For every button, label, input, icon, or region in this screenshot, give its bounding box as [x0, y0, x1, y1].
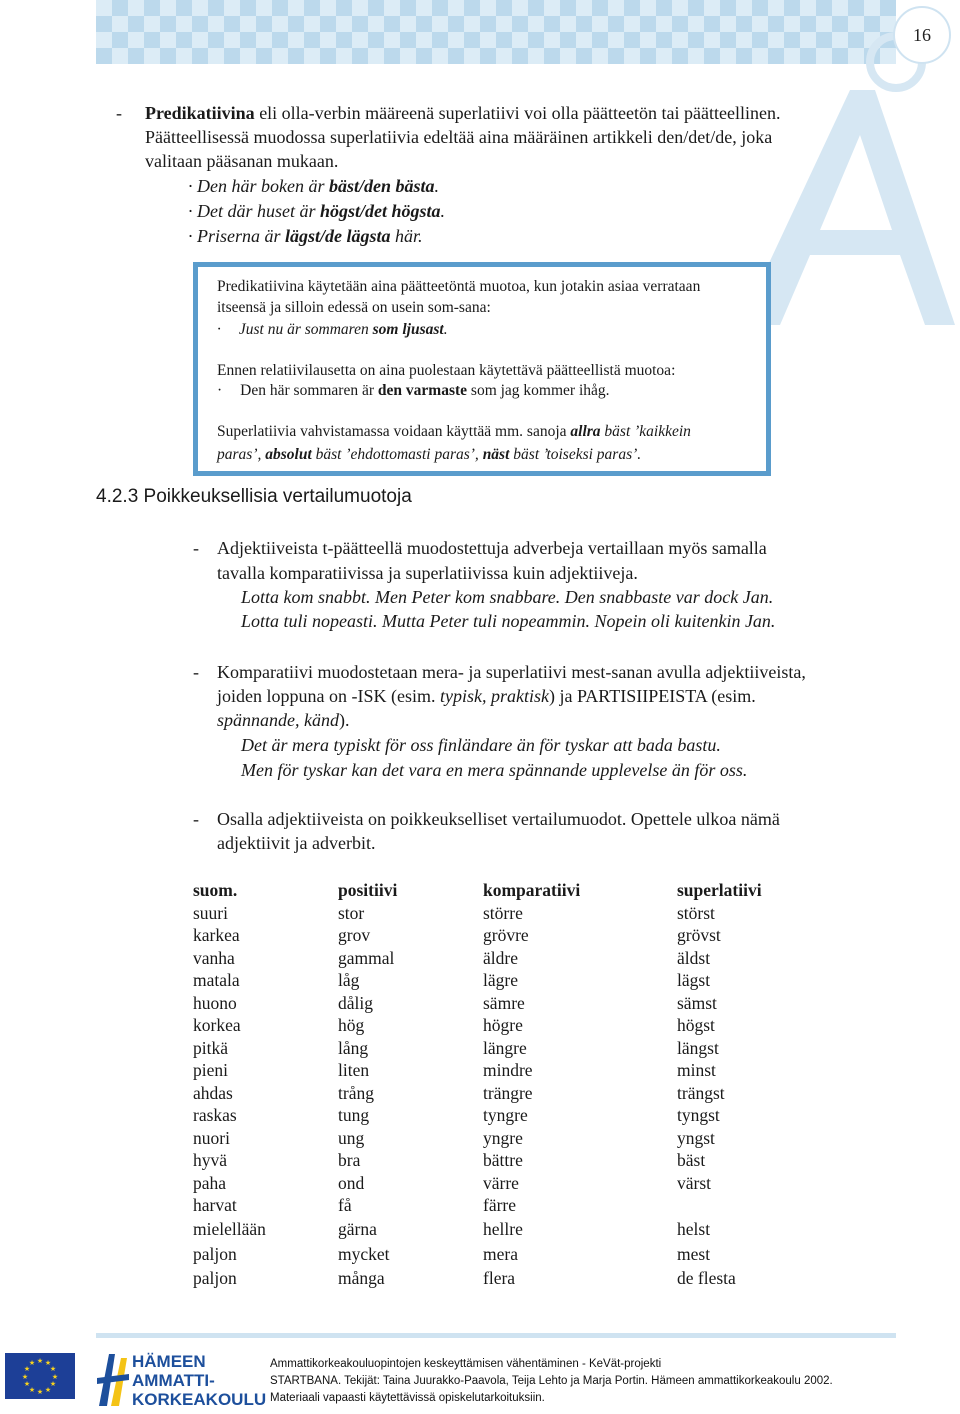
table-cell: mycket: [338, 1244, 390, 1264]
header-cell: superlatiivi: [677, 880, 762, 900]
table-cell: hyvä: [193, 1150, 228, 1170]
text: bäst ’ehdottomasti paras’,: [311, 446, 483, 463]
table-cell: få: [338, 1195, 352, 1215]
table-cell: trängre: [483, 1083, 533, 1103]
text: Superlatiivia vahvistamassa voidaan käyttää mm. sanoja: [217, 423, 571, 440]
table-cell: grov: [338, 925, 371, 945]
box-line: Predikatiivina käytetään aina päätteetöntä muotoa, kun jotakin asiaa verrataan: [217, 278, 701, 295]
table-cell: sämre: [483, 993, 525, 1013]
table-cell: störst: [677, 903, 715, 923]
paragraph-line: Komparatiivi muodostetaan mera- ja superlatiivi mest-sanan avulla adjektiiveista,: [217, 662, 806, 682]
table-cell: längre: [483, 1038, 527, 1058]
table-cell: yngst: [677, 1128, 715, 1148]
box-line: itseensä ja silloin edessä on usein som-sana:: [217, 299, 491, 316]
box-line: [217, 445, 641, 465]
text: som jag kommer ihåg.: [467, 382, 610, 399]
bullet-dash: -: [193, 538, 199, 558]
section-heading: 4.2.3 Poikkeuksellisia vertailumuotoja: [96, 486, 412, 507]
term-predikatiivina: Predikatiivina: [145, 103, 255, 123]
svg-text:★: ★: [23, 1365, 31, 1373]
footer-line: Materiaali vapaasti käytettävissä opiskelutarkoituksiin.: [270, 1392, 545, 1404]
table-cell: minst: [677, 1060, 716, 1080]
table-cell: liten: [338, 1060, 370, 1080]
paragraph-line: Osalla adjektiiveista on poikkeukselliset vertailumuodot. Opettele ulkoa nämä: [217, 809, 780, 829]
example-line: Lotta kom snabbt. Men Peter kom snabbare. Den snabbaste var dock Jan.: [241, 587, 774, 607]
table-cell: äldst: [677, 948, 711, 968]
svg-text:★: ★: [44, 1359, 52, 1367]
svg-text:★: ★: [49, 1365, 57, 1373]
header-cell: suom.: [193, 880, 238, 900]
bullet: ·: [217, 382, 223, 399]
text: Just nu är sommaren: [238, 321, 373, 338]
box-line: [217, 320, 448, 340]
table-cell: helst: [677, 1219, 711, 1239]
table-cell: sämst: [677, 993, 717, 1013]
table-cell: äldre: [483, 948, 518, 968]
table-cell: bättre: [483, 1150, 523, 1170]
hamk-logo-mark-icon: [95, 1348, 131, 1408]
svg-text:★: ★: [28, 1386, 36, 1394]
table-cell: ahdas: [193, 1083, 233, 1103]
eu-flag-icon: [5, 1353, 75, 1399]
text-bold: näst: [482, 446, 510, 463]
table-cell: bra: [338, 1150, 361, 1170]
bullet: ·: [217, 321, 221, 338]
svg-text:★: ★: [51, 1373, 59, 1381]
table-cell: högst: [677, 1015, 715, 1035]
table-cell: paljon: [193, 1244, 237, 1264]
table-cell: hög: [338, 1015, 365, 1035]
page-number: 16: [893, 6, 951, 64]
text: bäst ’kaikkein: [600, 423, 691, 440]
box-line: [217, 422, 691, 442]
footer-line: STARTBANA. Tekijät: Taina Juurakko-Paavola, Teija Lehto ja Marja Portin. Hämeen ammattikorkeakoulu 2002.: [270, 1375, 833, 1387]
text-bold: som ljusast: [372, 321, 444, 338]
table-cell: tyngre: [483, 1105, 528, 1125]
table-cell: pieni: [193, 1060, 228, 1080]
table-cell: tung: [338, 1105, 370, 1125]
table-cell: bäst: [677, 1150, 706, 1170]
table-cell: lägre: [483, 970, 518, 990]
text-bold: allra: [570, 423, 601, 440]
text-bold: den varmaste: [377, 382, 468, 399]
table-cell: längst: [677, 1038, 719, 1058]
table-cell: korkea: [193, 1015, 241, 1035]
footer-divider: [96, 1333, 896, 1338]
logo-text: KORKEAKOULU: [132, 1390, 267, 1409]
table-cell: gammal: [338, 948, 395, 968]
table-cell: raskas: [193, 1105, 237, 1125]
text: här.: [390, 226, 423, 246]
table-cell: harvat: [193, 1195, 237, 1215]
text: Den här sommaren är: [240, 382, 378, 399]
text: · Den här boken är: [188, 176, 329, 196]
paragraph-line: [217, 684, 756, 708]
table-cell: yngre: [483, 1128, 523, 1148]
text: joiden loppuna on -ISK (esim.: [217, 686, 440, 706]
table-cell: högre: [483, 1015, 523, 1035]
table-cell: hellre: [483, 1219, 523, 1239]
logo-text: HÄMEEN: [132, 1352, 206, 1371]
svg-text:★: ★: [44, 1386, 52, 1394]
table-cell: mindre: [483, 1060, 533, 1080]
bullet-dash: -: [193, 662, 199, 682]
table-cell: karkea: [193, 925, 240, 945]
text: .: [440, 201, 446, 221]
table-cell: trång: [338, 1083, 374, 1103]
svg-text:★: ★: [49, 1380, 57, 1388]
info-box: [193, 262, 771, 476]
text: · Priserna är: [188, 226, 286, 246]
table-cell: huono: [193, 993, 237, 1013]
table-cell: lägst: [677, 970, 711, 990]
table-cell: stor: [338, 903, 365, 923]
text: ).: [338, 710, 350, 730]
paragraph-line: Päätteellisessä muodossa superlatiivia edeltää aina määräinen artikkeli den/det/de, joka: [145, 127, 773, 147]
paragraph-line: [217, 708, 349, 732]
table-cell: låg: [338, 970, 360, 990]
example-line: Lotta tuli nopeasti. Mutta Peter tuli nopeammin. Nopein oli kuitenkin Jan.: [241, 611, 776, 631]
svg-text:★: ★: [23, 1380, 31, 1388]
text: eli olla-verbin määreenä superlatiivi voi olla päätteetön tai päätteellinen.: [254, 103, 781, 123]
text: paras’,: [217, 446, 266, 463]
text-bold: absolut: [265, 446, 312, 463]
table-cell: grövst: [677, 925, 721, 945]
table-cell: grövre: [483, 925, 529, 945]
table-cell: trängst: [677, 1083, 725, 1103]
svg-text:★: ★: [36, 1388, 44, 1396]
paragraph-line: tavalla komparatiivissa ja superlatiivissa kuin adjektiiveja.: [217, 563, 638, 583]
table-cell: flera: [483, 1268, 516, 1288]
table-cell: suuri: [193, 903, 228, 923]
example-line: [188, 224, 423, 248]
table-cell: värre: [483, 1173, 519, 1193]
eu-stars-icon: [5, 1353, 75, 1399]
text-bold: bäst/den bästa: [328, 176, 435, 196]
text: · Det där huset är: [188, 201, 320, 221]
table-cell: mera: [483, 1244, 518, 1264]
table-cell: ung: [338, 1128, 365, 1148]
example-line: Det är mera typiskt för oss finländare än för tyskar att bada bastu.: [241, 735, 721, 755]
table-cell: värst: [677, 1173, 712, 1193]
box-line: Ennen relatiivilausetta on aina puolestaan käytettävä päätteellistä muotoa:: [217, 362, 676, 379]
text: .: [443, 321, 448, 338]
table-cell: dålig: [338, 993, 373, 1013]
text-italic: spännande, känd: [217, 710, 339, 730]
logo-text: AMMATTI-: [132, 1371, 215, 1390]
table-cell: gärna: [338, 1219, 377, 1239]
table-cell: större: [483, 903, 523, 923]
table-cell: mielellään: [193, 1219, 266, 1239]
header-cell: komparatiivi: [483, 880, 581, 900]
text-italic: typisk, praktisk: [439, 686, 549, 706]
text: ) ja PARTISIIPEISTA (esim.: [548, 686, 756, 706]
table-cell: nuori: [193, 1128, 230, 1148]
table-cell: lång: [338, 1038, 369, 1058]
table-cell: färre: [483, 1195, 517, 1215]
paragraph-line: adjektiivit ja adverbit.: [217, 833, 376, 853]
svg-text:★: ★: [28, 1359, 36, 1367]
header-cell: positiivi: [338, 880, 398, 900]
text-bold: lägst/de lägsta: [285, 226, 391, 246]
table-cell: mest: [677, 1244, 711, 1264]
table-cell: många: [338, 1268, 385, 1288]
table-cell: paljon: [193, 1268, 237, 1288]
table-cell: ond: [338, 1173, 365, 1193]
svg-text:★: ★: [21, 1373, 29, 1381]
footer-line: Ammattikorkeakouluopintojen keskeyttämisen vähentäminen - KeVät-projekti: [270, 1358, 662, 1370]
text: bäst ’toiseksi paras’.: [509, 446, 642, 463]
bullet-dash: -: [116, 103, 122, 123]
table-cell: pitkä: [193, 1038, 228, 1058]
table-cell: vanha: [193, 948, 235, 968]
table-cell: de flesta: [677, 1268, 736, 1288]
paragraph-line: [145, 101, 780, 125]
paragraph-line: Adjektiiveista t-päätteellä muodostettuja adverbeja vertaillaan myös samalla: [217, 538, 767, 558]
example-line: [188, 199, 445, 223]
table-cell: matala: [193, 970, 240, 990]
example-line: Men för tyskar kan det vara en mera spännande upplevelse än för oss.: [241, 760, 748, 780]
text-bold: högst/det högsta: [320, 201, 441, 221]
box-line: [217, 381, 610, 401]
bullet-dash: -: [193, 809, 199, 829]
example-line: [188, 174, 439, 198]
svg-text:★: ★: [36, 1357, 44, 1365]
text: .: [434, 176, 439, 196]
table-cell: paha: [193, 1173, 227, 1193]
paragraph-line: valitaan pääsanan mukaan.: [145, 151, 339, 171]
table-cell: tyngst: [677, 1105, 720, 1125]
